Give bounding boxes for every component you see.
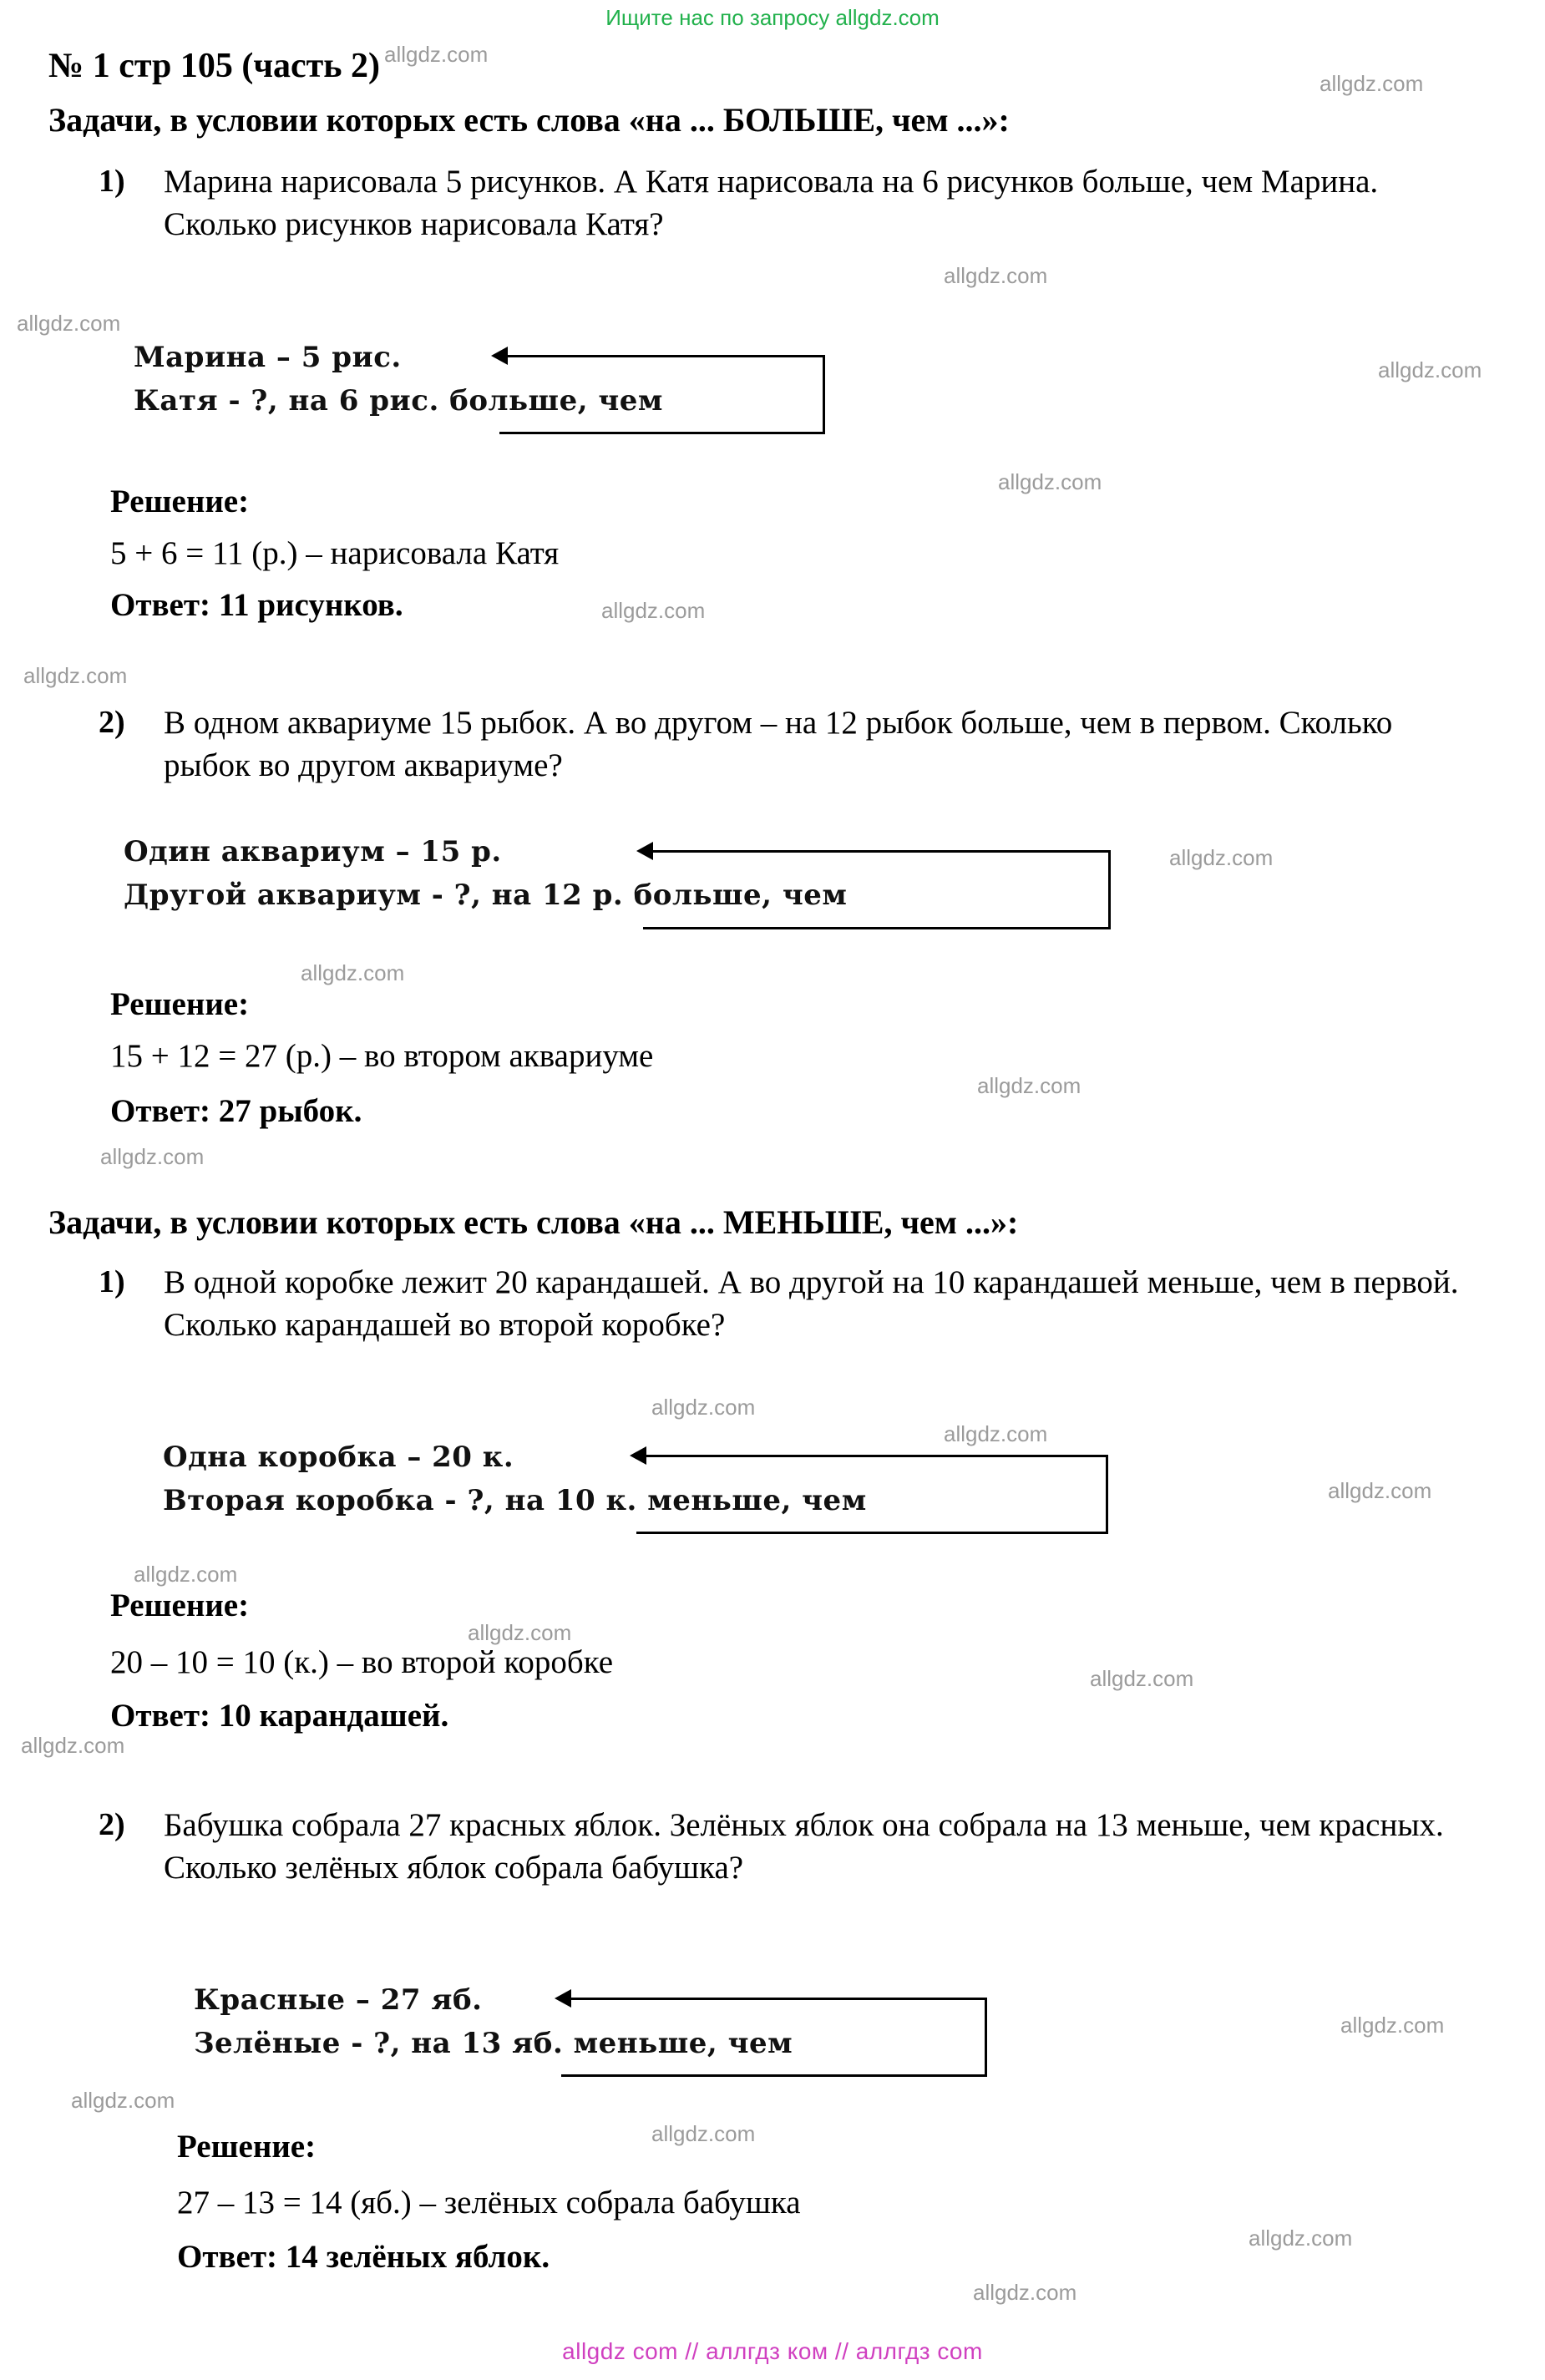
schema-line-1: Красные – 27 яб. — [194, 1983, 483, 2017]
solution-expression: 20 – 10 = 10 (к.) – во второй коробке — [110, 1644, 614, 1680]
task-item — [99, 1804, 1502, 1890]
task-text: В одном аквариуме 15 рыбок. А во другом – на 12 рыбок больше, чем в первом. Сколько рыбок во другом аквариуме? — [164, 705, 1393, 784]
task-number: 2) — [99, 705, 125, 740]
watermark: allgdz.com — [1320, 71, 1424, 96]
task-item — [99, 1261, 1468, 1347]
answer-line: Ответ: 11 рисунков. — [110, 587, 403, 623]
watermark: allgdz.com — [944, 263, 1048, 288]
task-item — [99, 701, 1468, 787]
schema-arrow-line — [503, 355, 778, 357]
schema-arrow-head — [636, 842, 653, 860]
section-heading-bolshe: Задачи, в условии которых есть слова «на ... БОЛЬШЕ, чем ...»: — [48, 101, 1010, 139]
page-title: № 1 стр 105 (часть 2) — [48, 47, 380, 85]
watermark: allgdz.com — [17, 311, 121, 336]
schema-bracket — [561, 1998, 987, 2077]
watermark: allgdz.com — [651, 1395, 756, 1420]
watermark: allgdz.com — [468, 1620, 572, 1645]
answer-line: Ответ: 10 карандашей. — [110, 1698, 449, 1734]
task-text: В одной коробке лежит 20 карандашей. А во другой на 10 карандашей меньше, чем в первой. Сколько карандашей во второй коробке? — [164, 1264, 1459, 1344]
watermark: allgdz.com — [1169, 845, 1274, 870]
watermark: allgdz.com — [977, 1073, 1082, 1098]
watermark: allgdz.com — [1340, 2013, 1445, 2038]
task-text: Марина нарисовала 5 рисунков. А Катя нарисовала на 6 рисунков больше, чем Марина. Сколько рисунков нарисовала Катя? — [164, 164, 1379, 243]
schema-bracket — [636, 1455, 1108, 1534]
task-number: 2) — [99, 1807, 125, 1842]
schema-line-2: Другой аквариум - ?, на 12 р. больше, чем — [124, 879, 848, 912]
watermark: allgdz.com — [998, 469, 1102, 494]
schema-line-2: Зелёные - ?, на 13 яб. меньше, чем — [194, 2027, 793, 2060]
task-number: 1) — [99, 1264, 125, 1299]
schema-line-1: Марина – 5 рис. — [134, 341, 402, 374]
solution-label: Решение: — [110, 484, 250, 519]
watermark: allgdz.com — [134, 1562, 238, 1587]
schema-line-1: Один аквариум – 15 р. — [124, 835, 502, 868]
answer-line: Ответ: 27 рыбок. — [110, 1093, 362, 1129]
schema-arrow-head — [555, 1989, 571, 2008]
schema-arrow-line — [648, 850, 1074, 853]
schema-bracket — [499, 355, 825, 434]
section-heading-menshe: Задачи, в условии которых есть слова «на ... МЕНЬШЕ, чем ...»: — [48, 1203, 1019, 1241]
watermark: allgdz.com — [100, 1144, 205, 1169]
watermark: allgdz.com — [301, 960, 405, 985]
answer-line: Ответ: 14 зелёных яблок. — [177, 2239, 550, 2275]
watermark: allgdz.com — [601, 598, 706, 623]
watermark: allgdz.com — [944, 1421, 1048, 1446]
top-promo-banner: Ищите нас по запросу allgdz.com — [605, 5, 940, 30]
schema-arrow-line — [641, 1455, 1067, 1457]
schema-line-1: Одна коробка – 20 к. — [163, 1441, 514, 1474]
solution-label: Решение: — [177, 2129, 317, 2165]
watermark: allgdz.com — [1328, 1478, 1432, 1503]
schema-bracket — [643, 850, 1111, 929]
solution-label: Решение: — [110, 1588, 250, 1623]
task-number: 1) — [99, 164, 125, 199]
watermark: allgdz.com — [1249, 2226, 1353, 2251]
task-text: Бабушка собрала 27 красных яблок. Зелёных яблок она собрала на 13 меньше, чем красных. Сколько зелёных яблок собрала бабушка? — [164, 1807, 1444, 1886]
schema-line-2: Катя - ?, на 6 рис. больше, чем — [134, 384, 663, 418]
watermark: allgdz.com — [23, 663, 128, 688]
watermark: allgdz.com — [1378, 357, 1482, 382]
schema-arrow-line — [566, 1998, 950, 2000]
schema-arrow-head — [491, 347, 508, 365]
watermark: allgdz.com — [1090, 1666, 1194, 1691]
watermark: allgdz.com — [651, 2121, 756, 2146]
schema-arrow-head — [630, 1446, 646, 1465]
watermark: allgdz.com — [973, 2280, 1077, 2305]
schema-line-2: Вторая коробка - ?, на 10 к. меньше, чем — [163, 1484, 867, 1517]
solution-expression: 5 + 6 = 11 (р.) – нарисовала Катя — [110, 535, 560, 571]
solution-expression: 15 + 12 = 27 (р.) – во втором аквариуме — [110, 1038, 654, 1074]
solution-label: Решение: — [110, 986, 250, 1022]
watermark: allgdz.com — [21, 1733, 125, 1758]
solution-expression: 27 – 13 = 14 (яб.) – зелёных собрала бабушка — [177, 2185, 801, 2220]
task-item — [99, 160, 1468, 246]
watermark: allgdz.com — [384, 42, 489, 67]
bottom-promo-banner: allgdz com // аллгдз ком // аллгдз com — [562, 2338, 983, 2364]
watermark: allgdz.com — [71, 2088, 175, 2113]
